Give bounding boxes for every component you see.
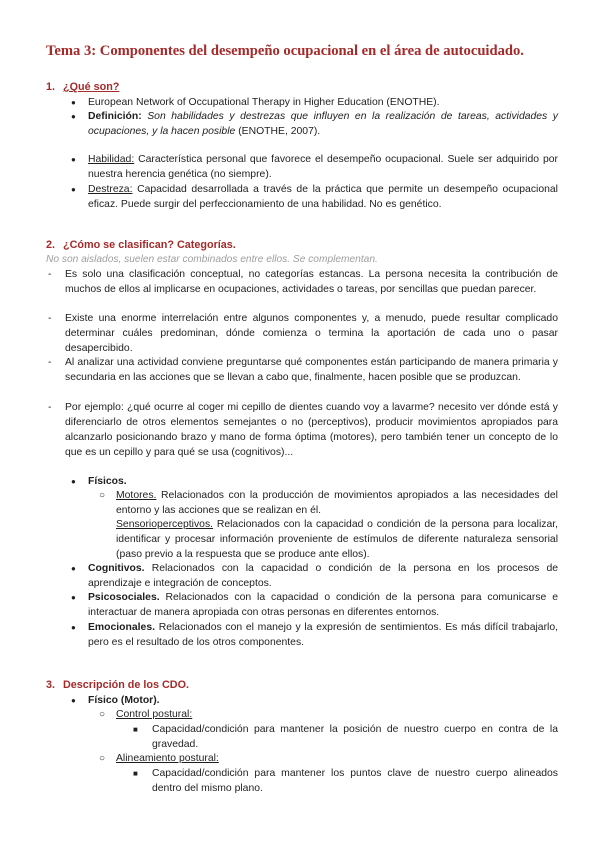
dash-marker: - (48, 313, 52, 324)
section-1-title: ¿Qué son? (63, 81, 120, 93)
motores-label: Motores. (116, 490, 157, 501)
bullet-icon: ● (71, 185, 76, 194)
list-item-definicion (88, 109, 558, 139)
bullet-icon: ● (71, 696, 76, 705)
bullet-icon: ● (71, 564, 76, 573)
dash-marker: - (48, 357, 52, 368)
dash-item-interrelacion: Existe una enorme interrelación entre algunos componentes y, a menudo, puede resultar complicado determinar cuáles predominan, dónde comienza o termina la aportación de cada uno o pasar desapercibido. (65, 313, 558, 354)
dash-marker: - (48, 402, 52, 413)
section-1-number: 1. (46, 81, 56, 93)
list-item-enothe: European Network of Occupational Therapy in Higher Education (ENOTHE). (88, 97, 440, 108)
dash-item-ejemplo: Por ejemplo: ¿qué ocurre al coger mi cepillo de dientes cuando voy a lavarme? necesito ver dónde está y diferenciarlo de otros elementos semejantes o no (perceptivos), producir movimientos apropiados para alcanzarlo posicionando brazo y mano de forma óptima (motores), pero también tener un concepto de lo que es un cepillo y para qué se usa (cognitivos)... (65, 402, 558, 458)
cognitivos-label: Cognitivos. (88, 563, 145, 574)
fisicos-label: Físicos. (88, 476, 127, 487)
destreza-label: Destreza: (88, 184, 133, 195)
section-3-number: 3. (46, 679, 56, 691)
definicion-citation: (ENOTHE, 2007). (235, 126, 321, 137)
alineamiento-postural-text: Capacidad/condición para mantener los puntos clave de nuestro cuerpo alineados dentro del mismo plano. (152, 768, 558, 794)
bullet-icon: ● (71, 623, 76, 632)
section-3-title: Descripción de los CDO. (63, 679, 189, 691)
habilidad-label: Habilidad: (88, 154, 135, 165)
cognitivos-text: Relacionados con la capacidad o condición de la persona en los procesos de aprendizaje e integración de conceptos. (88, 563, 558, 589)
document-title: Tema 3: Componentes del desempeño ocupacional en el área de autocuidado. (46, 43, 524, 59)
destreza-text: Capacidad desarrollada a través de la práctica que permite un desempeño ocupacional eficaz. Puede surgir del perfeccionamiento de una habilidad. No es genético. (88, 184, 558, 210)
circle-bullet-icon: ○ (99, 753, 106, 764)
square-bullet-icon: ■ (133, 725, 138, 734)
dash-item-clasificacion: Es solo una clasificación conceptual, no categorías estancas. La persona necesita la contribución de muchos de ellos al implicarse en ocupaciones, actividades o tareas, por sencillas que puedan parecer. (65, 269, 558, 295)
habilidad-text: Característica personal que favorece el desempeño ocupacional. Suele ser adquirido por nuestra herencia genética (no siempre). (88, 154, 558, 180)
psicosociales-label: Psicosociales. (88, 592, 160, 603)
cognitivos-item (88, 561, 558, 591)
motores-item (116, 488, 558, 518)
alineamiento-postural-label: Alineamiento postural: (116, 753, 219, 764)
section-2-note: No son aislados, suelen estar combinados entre ellos. Se complementan. (46, 254, 378, 265)
section-2-number: 2. (46, 239, 56, 251)
circle-bullet-icon: ○ (99, 490, 106, 501)
bullet-icon: ● (71, 593, 76, 602)
section-2-heading (46, 238, 236, 253)
square-bullet-icon: ■ (133, 769, 138, 778)
emocionales-label: Emocionales. (88, 622, 155, 633)
sensorioperceptivos-item (116, 517, 558, 562)
section-2-title: ¿Cómo se clasifican? Categorías. (63, 239, 236, 251)
definicion-text: Son habilidades y destrezas que influyen en la realización de tareas, actividades y ocupaciones, y la hacen posible (88, 111, 558, 137)
list-item-habilidad (88, 152, 558, 182)
dash-item-analizar: Al analizar una actividad conviene preguntarse qué componentes están participando de manera primaria y secundaria en las acciones que se llevan a cabo que, finalmente, hacen posible que se produzcan. (65, 357, 558, 383)
control-postural-label: Control postural: (116, 709, 193, 720)
circle-bullet-icon: ○ (99, 709, 106, 720)
bullet-icon: ● (71, 477, 76, 486)
fisico-motor-label: Físico (Motor). (88, 695, 160, 706)
sensorioperceptivos-label: Sensorioperceptivos. (116, 519, 214, 530)
bullet-icon: ● (71, 155, 76, 164)
bullet-icon: ● (71, 112, 76, 121)
dash-marker: - (48, 269, 52, 280)
psicosociales-text: Relacionados con la capacidad o condición de la persona para comunicarse e interactuar de manera apropiada con otras personas en diferentes entornos. (88, 592, 558, 618)
list-item-destreza (88, 182, 558, 212)
definicion-label: Definición: (88, 111, 142, 122)
bullet-icon: ● (71, 98, 76, 107)
emocionales-text: Relacionados con el manejo y la expresión de sentimientos. Es más difícil trabajarlo, pero es el resultado de los otros componentes. (88, 622, 558, 648)
control-postural-text: Capacidad/condición para mantener la posición de nuestro cuerpo en contra de la gravedad. (152, 724, 558, 750)
sensorioperceptivos-text: Relacionados con la capacidad o condición de la persona para localizar, identificar y procesar información proveniente de estímulos de diferente naturaleza sensorial (paso previo a la respuesta que se produce ante ellos). (116, 519, 558, 560)
psicosociales-item (88, 590, 558, 620)
section-3-heading (46, 678, 189, 693)
section-1-heading (46, 80, 119, 95)
emocionales-item (88, 620, 558, 650)
motores-text: Relacionados con la producción de movimientos apropiados a las necesidades del entorno y las acciones que se realizan en él. (116, 490, 558, 516)
